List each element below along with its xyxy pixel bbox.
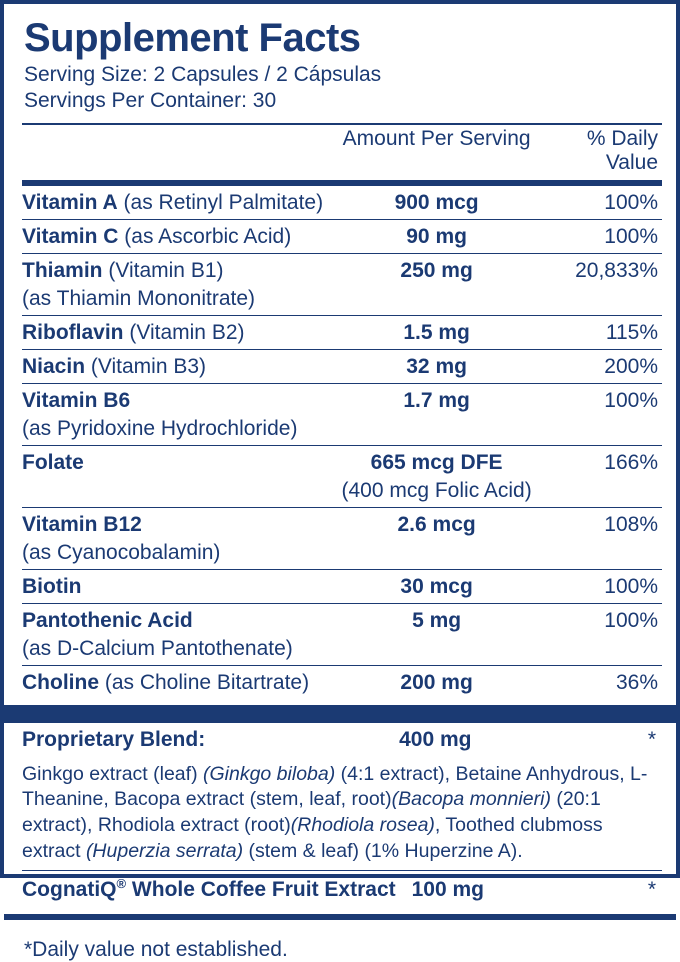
nutrient-name-cell (22, 220, 327, 254)
blend-dv-asterisk: * (647, 727, 656, 751)
registered-trademark-icon: ® (116, 876, 127, 892)
table-subrow (22, 541, 662, 570)
divider-thick (4, 705, 676, 723)
nutrient-name: Folate (22, 450, 84, 474)
nutrient-amount: 90 mg (406, 224, 467, 248)
nutrient-name-cell (22, 254, 327, 287)
nutrient-amount: 1.5 mg (403, 320, 470, 344)
nutrient-name: Thiamin (22, 258, 103, 282)
nutrient-name-cell (22, 604, 327, 637)
nutrient-name-cell (22, 570, 327, 604)
nutrient-name: Vitamin B12 (22, 512, 142, 536)
nutrient-dv: 100% (604, 388, 658, 412)
nutrient-name-cell (22, 316, 327, 350)
nutrient-source: (as Choline Bitartrate) (99, 670, 310, 694)
nutrient-subtext: (as Cyanocobalamin) (22, 540, 221, 564)
header-amount-per-serving: Amount Per Serving (342, 126, 531, 150)
cognatiq-row (22, 871, 662, 906)
nutrient-name-cell (22, 384, 327, 417)
nutrient-subtext: (as D-Calcium Pantothenate) (22, 636, 293, 660)
nutrient-name: Choline (22, 670, 99, 694)
table-row (22, 316, 662, 350)
nutrient-amount: 5 mg (412, 608, 462, 632)
nutrient-name: Niacin (22, 354, 86, 378)
nutrient-dv: 100% (604, 574, 658, 598)
nutrient-dv: 20,833% (575, 258, 658, 282)
nutrient-name: Vitamin A (22, 190, 118, 214)
nutrient-name-cell (22, 666, 327, 699)
cognatiq-name-suffix: Whole Coffee Fruit Extract (126, 878, 396, 902)
table-subrow (22, 637, 662, 666)
nutrient-dv: 115% (605, 320, 658, 344)
table-row (22, 254, 662, 287)
nutrient-subtext: (as Thiamin Mononitrate) (22, 286, 256, 310)
nutrient-amount: 32 mg (406, 354, 467, 378)
table-header-row (22, 125, 662, 180)
nutrient-dv: 166% (604, 450, 658, 474)
nutrient-name: Vitamin C (22, 224, 119, 248)
nutrient-dv: 100% (604, 608, 658, 632)
cognatiq-amount: 100 mg (411, 878, 484, 902)
table-subrow (22, 417, 662, 446)
table-row (22, 186, 662, 220)
cognatiq-name: CognatiQ (22, 878, 117, 902)
nutrient-source: (as Retinyl Palmitate) (117, 190, 324, 214)
nutrient-amount: 2.6 mcg (397, 512, 476, 536)
table-row (22, 508, 662, 541)
servings-per-container: Servings Per Container: 30 (24, 89, 277, 113)
cognatiq-name-cell (22, 871, 544, 906)
nutrient-amount: 900 mcg (394, 190, 479, 214)
serving-size: Serving Size: 2 Capsules / 2 Cápsulas (24, 63, 382, 86)
table-row (22, 570, 662, 604)
nutrient-amount: 250 mg (400, 258, 473, 282)
nutrient-source: (Vitamin B1) (102, 258, 224, 282)
nutrient-subtext: (as Pyridoxine Hydrochloride) (22, 416, 298, 440)
nutrient-rows (22, 186, 662, 699)
nutrient-name-cell (22, 508, 327, 541)
nutrient-name-cell (22, 350, 327, 384)
nutrient-dv: 36% (615, 670, 658, 694)
nutrient-name: Pantothenic Acid (22, 608, 193, 632)
blend-amount: 400 mg (399, 727, 472, 751)
header-daily-value: % Daily Value (586, 126, 658, 174)
nutrient-dv: 200% (604, 354, 658, 378)
nutrient-name: Riboflavin (22, 320, 124, 344)
nutrient-source: (Vitamin B3) (85, 354, 207, 378)
nutrient-dv: 108% (604, 512, 658, 536)
table-row (22, 384, 662, 417)
blend-row (22, 723, 662, 756)
nutrient-amount: 665 mcg DFE (370, 450, 503, 474)
nutrient-amount: 30 mcg (400, 574, 473, 598)
nutrient-name-cell (22, 186, 327, 220)
table-row (22, 446, 662, 479)
footnote: *Daily value not established. (24, 938, 288, 962)
table-subrow (22, 287, 662, 316)
nutrient-dv: 100% (604, 190, 658, 214)
nutrient-name-cell (22, 446, 327, 479)
table-row (22, 604, 662, 637)
nutrient-source: (Vitamin B2) (123, 320, 245, 344)
nutrient-name: Vitamin B6 (22, 388, 131, 412)
nutrient-name: Biotin (22, 574, 82, 598)
nutrition-table (22, 125, 662, 180)
table-subrow (22, 479, 662, 508)
header-spacer (22, 125, 327, 180)
table-row (22, 666, 662, 699)
table-row (22, 220, 662, 254)
blend-ingredients: Ginkgo extract (leaf) (Ginkgo biloba) (4:1 extract), Betaine Anhydrous, L-Theanine, Bacopa extract (stem, leaf, root)(Bacopa monnieri) (20:1 extract), Rhodiola extract (root)(Rhodiola rosea), Toothed clubmoss extract (Huperzia serrata) (stem & leaf) (1% Huperzine A). (22, 762, 648, 862)
nutrient-source: (as Ascorbic Acid) (118, 224, 292, 248)
nutrient-amount: 200 mg (400, 670, 473, 694)
nutrient-amount: 1.7 mg (403, 388, 470, 412)
nutrient-amount-subtext: (400 mcg Folic Acid) (341, 478, 532, 502)
table-row (22, 350, 662, 384)
blend-name: Proprietary Blend: (22, 727, 206, 751)
cognatiq-dv-asterisk: * (647, 878, 656, 902)
nutrient-dv: 100% (604, 224, 658, 248)
blend-table (22, 723, 662, 907)
page-title: Supplement Facts (24, 16, 361, 60)
